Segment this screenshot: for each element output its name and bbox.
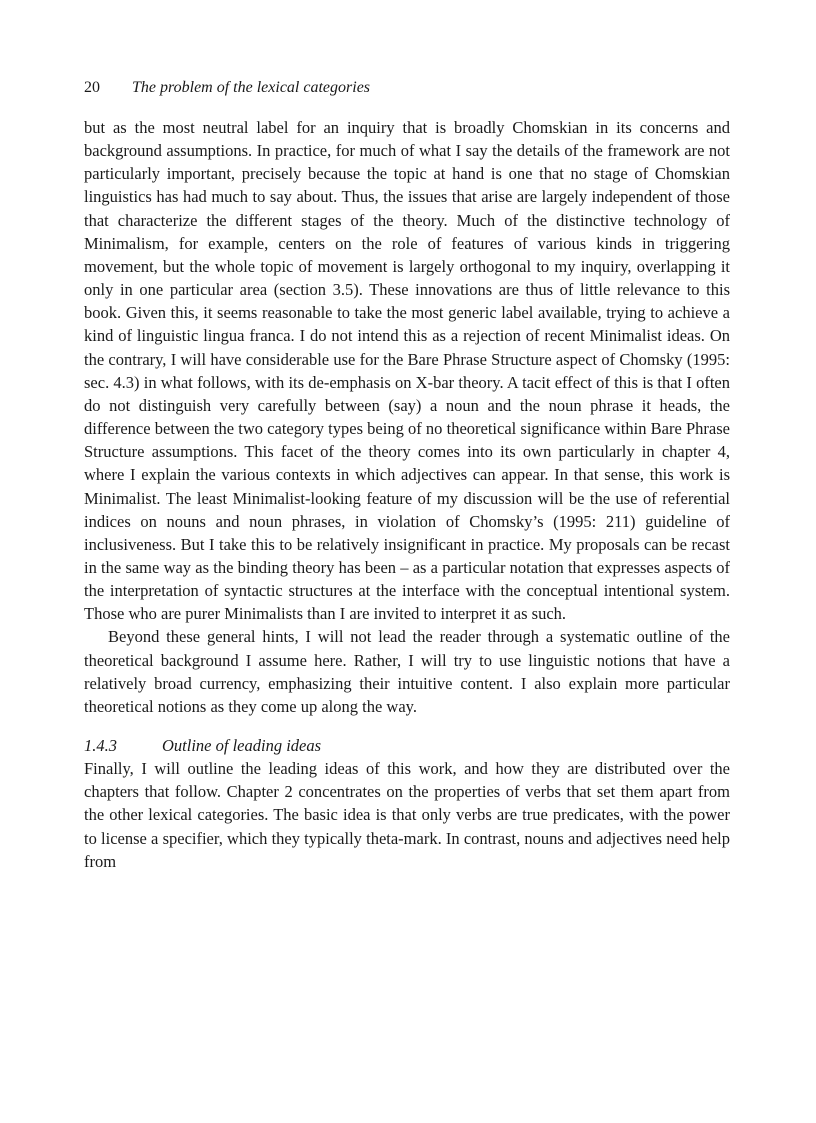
section-number: 1.4.3 xyxy=(84,736,117,756)
section-title: Outline of leading ideas xyxy=(162,736,322,756)
body-text xyxy=(84,116,730,873)
book-page xyxy=(84,76,730,873)
paragraph-background: Beyond these general hints, I will not lead the reader through a systematic outline of the theoretical background I assume here. Rather, I will try to use linguistic notions that have a relatively broad currency, emphasizing their intuitive content. I also explain more particular theoretical notions as they come up along the way. xyxy=(84,627,730,716)
paragraph-framework: but as the most neutral label for an inquiry that is broadly Chomskian in its concerns and background assumptions. In practice, for much of what I say the details of the framework are not particularly important, precisely because the topic at hand is one that no stage of Chomskian linguistics has had much to say about. Thus, the issues that arise are largely independent of those that characterize the different stages of the theory. Much of the distinctive technology of Minimalism, for example, centers on the role of features of various kinds in triggering movement, but the whole topic of movement is largely orthogonal to my inquiry, overlapping it only in one particular area (section 3.5). These innovations are thus of little relevance to this book. Given this, it seems reasonable to take the most generic label available, trying to achieve a kind of linguistic lingua franca. I do not intend this as a rejection of recent Minimalist ideas. On the contrary, I will have considerable use for the Bare Phrase Structure aspect of Chomsky (1995: sec. 4.3) in what follows, with its de-emphasis on X-bar theory. A tacit effect of this is that I often do not distinguish very carefully between (say) a noun and the noun phrase it heads, the difference between the two category types being of no theoretical significance within Bare Phrase Structure assumptions. This facet of the theory comes into its own particularly in chapter 4, where I explain the various contexts in which adjectives can appear. In that sense, this work is Minimalist. The least Minimalist-looking feature of my discussion will be the use of referential indices on nouns and noun phrases, in violation of Chomsky’s (1995: 211) guideline of inclusiveness. But I take this to be relatively insignificant in practice. My proposals can be recast in the same way as the binding theory has been – as a particular notation that expresses aspects of the interpretation of syntactic structures at the interface with the conceptual intentional system. Those who are purer Minimalists than I are invited to interpret it as such. xyxy=(84,118,730,624)
running-title: The problem of the lexical categories xyxy=(132,79,371,96)
running-header xyxy=(84,76,730,100)
section-heading xyxy=(84,734,730,757)
paragraph-outline: Finally, I will outline the leading ideas of this work, and how they are distributed over the chapters that follow. Chapter 2 concentrates on the properties of verbs that set them apart from the other lexical categories. The basic idea is that only verbs are true predicates, with the power to license a specifier, which they typically theta-mark. In contrast, nouns and adjectives need help from xyxy=(84,759,730,871)
page-number: 20 xyxy=(84,79,100,96)
